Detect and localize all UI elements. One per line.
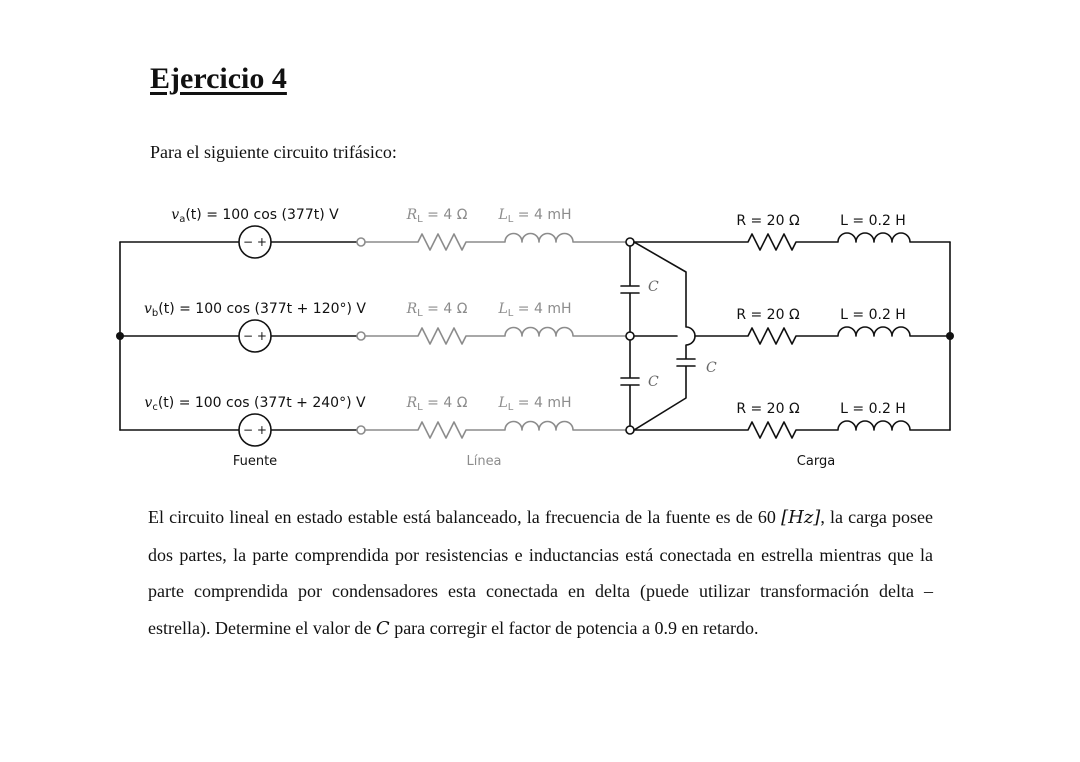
problem-text-2: , la carga posee dos partes, la parte comprendida por resistencias e inductancias está conectada en estrella mientras que la parte comprendida por condensadores esta conectada en delta (puede utilizar transformación delta – estrella). Determine el valor de (148, 507, 933, 638)
hz-unit: [Hz] (781, 507, 821, 528)
capacitance-symbol: C (375, 617, 390, 639)
terminal-c (357, 426, 365, 434)
capacitor-ab-label: C (648, 279, 659, 295)
load-inductor-b-label: L = 0.2 H (840, 307, 906, 323)
load-node-b (626, 332, 634, 340)
capacitor-ca-label: C (706, 360, 717, 376)
load-resistor-b-label: R = 20 Ω (736, 307, 800, 323)
line-inductor-a-label: $L_L = 4$ mH (498, 207, 572, 225)
section-label-load: Carga (796, 454, 836, 469)
intro-text: Para el siguiente circuito trifásico: (150, 142, 397, 162)
voltage-a-label: $v_a(t) = 100$ cos (377t) V (171, 207, 339, 225)
load-c (634, 421, 950, 438)
line-resistor-a-label: $R_L = 4$ Ω (406, 207, 468, 225)
line-b (365, 328, 626, 345)
load-resistor-a-label: R = 20 Ω (736, 213, 800, 229)
voltage-c-label: $v_c(t) = 100$ cos (377t + 240°) V (144, 395, 366, 413)
source-a-symbol: − + (243, 235, 267, 249)
line-a (365, 234, 626, 251)
voltage-b-label: $v_b(t) = 100$ cos (377t + 120°) V (143, 301, 367, 319)
capacitor-bc (621, 340, 639, 426)
source-c-symbol: − + (243, 423, 267, 437)
load-node-a (626, 238, 634, 246)
terminal-a (357, 238, 365, 246)
load-a (634, 233, 950, 250)
line-resistor-c-label: $R_L = 4$ Ω (406, 395, 468, 413)
section-label-line: Línea (466, 454, 502, 469)
load-neutral-node (946, 332, 954, 340)
load-b (634, 327, 950, 344)
load-inductor-a-label: L = 0.2 H (840, 213, 906, 229)
line-resistor-b-label: $R_L = 4$ Ω (406, 301, 468, 319)
line-c (365, 422, 626, 439)
load-resistor-c-label: R = 20 Ω (736, 401, 800, 417)
load-node-c (626, 426, 634, 434)
line-inductor-c-label: $L_L = 4$ mH (498, 395, 572, 413)
problem-text-1: El circuito lineal en estado estable está balanceado, la frecuencia de la fuente es de 60 (148, 507, 782, 527)
terminal-b (357, 332, 365, 340)
exercise-title: Ejercicio 4 (150, 62, 287, 95)
capacitor-bc-label: C (648, 374, 659, 390)
capacitor-ab (621, 246, 639, 332)
load-inductor-c-label: L = 0.2 H (840, 401, 906, 417)
problem-text-3: para corregir el factor de potencia a 0.9 en retardo. (389, 617, 759, 638)
line-inductor-b-label: $L_L = 4$ mH (498, 301, 572, 319)
section-label-source: Fuente (232, 454, 278, 469)
problem-statement (148, 499, 933, 647)
source-b-symbol: − + (243, 329, 267, 343)
